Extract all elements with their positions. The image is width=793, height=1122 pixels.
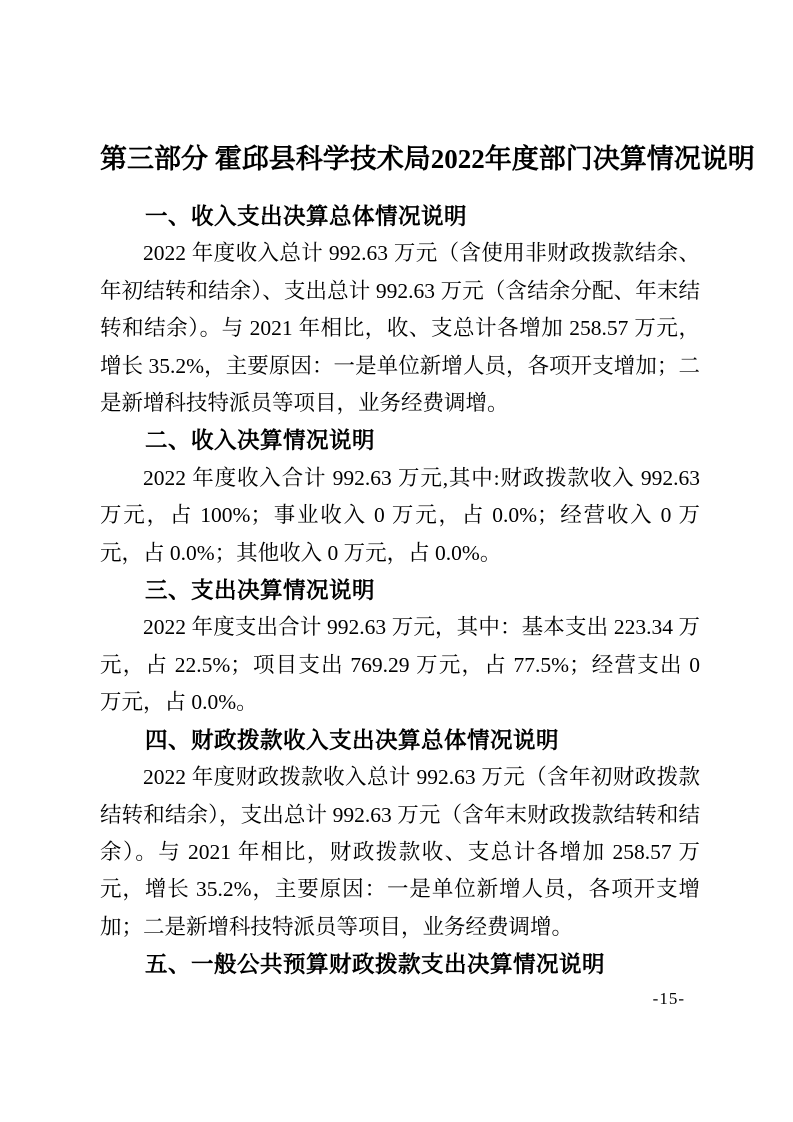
- section-heading-2: 二、收入决算情况说明: [145, 428, 376, 454]
- section-1-paragraph: 2022 年度收入总计 992.63 万元（含使用非财政拨款结余、年初结转和结余）、支出总计 992.63 万元（含结余分配、年末结转和结余）。与 2021 年相比，收、支总计各增加 258.57 万元，增长 35.2%，主要原因：一是单位新增人员，各项开支增加；二是新增科技特派员等项目，业务经费调增。: [100, 241, 700, 416]
- section-heading-1: 一、收入支出决算总体情况说明: [145, 204, 468, 229]
- section-heading-4: 四、财政拨款收入支出决算总体情况说明: [145, 727, 560, 753]
- section-3-paragraph: 2022 年度支出合计 992.63 万元，其中：基本支出 223.34 万元，占 22.5%；项目支出 769.29 万元，占 77.5%；经营支出 0 万元，占 0.0%。: [100, 615, 700, 715]
- document-body: [100, 198, 700, 984]
- page-number: -15-: [652, 989, 685, 1008]
- section-heading-5: 五、一般公共预算财政拨款支出决算情况说明: [145, 952, 606, 978]
- section-heading-3: 三、支出决算情况说明: [145, 578, 376, 604]
- section-2-paragraph: 2022 年度收入合计 992.63 万元,其中:财政拨款收入 992.63 万元，占 100%；事业收入 0 万元，占 0.0%；经营收入 0 万元，占 0.0%；其他收入 0 万元，占 0.0%。: [100, 465, 700, 565]
- section-4-paragraph: 2022 年度财政拨款收入总计 992.63 万元（含年初财政拨款结转和结余），支出总计 992.63 万元（含年末财政拨款结转和结余）。与 2021 年相比，财政拨款收、支总计各增加 258.57 万元，增长 35.2%，主要原因：一是单位新增人员，各项开支增加；二是新增科技特派员等项目，业务经费调增。: [100, 765, 700, 939]
- page-title: 第三部分 霍邱县科学技术局2022年度部门决算情况说明: [100, 144, 755, 174]
